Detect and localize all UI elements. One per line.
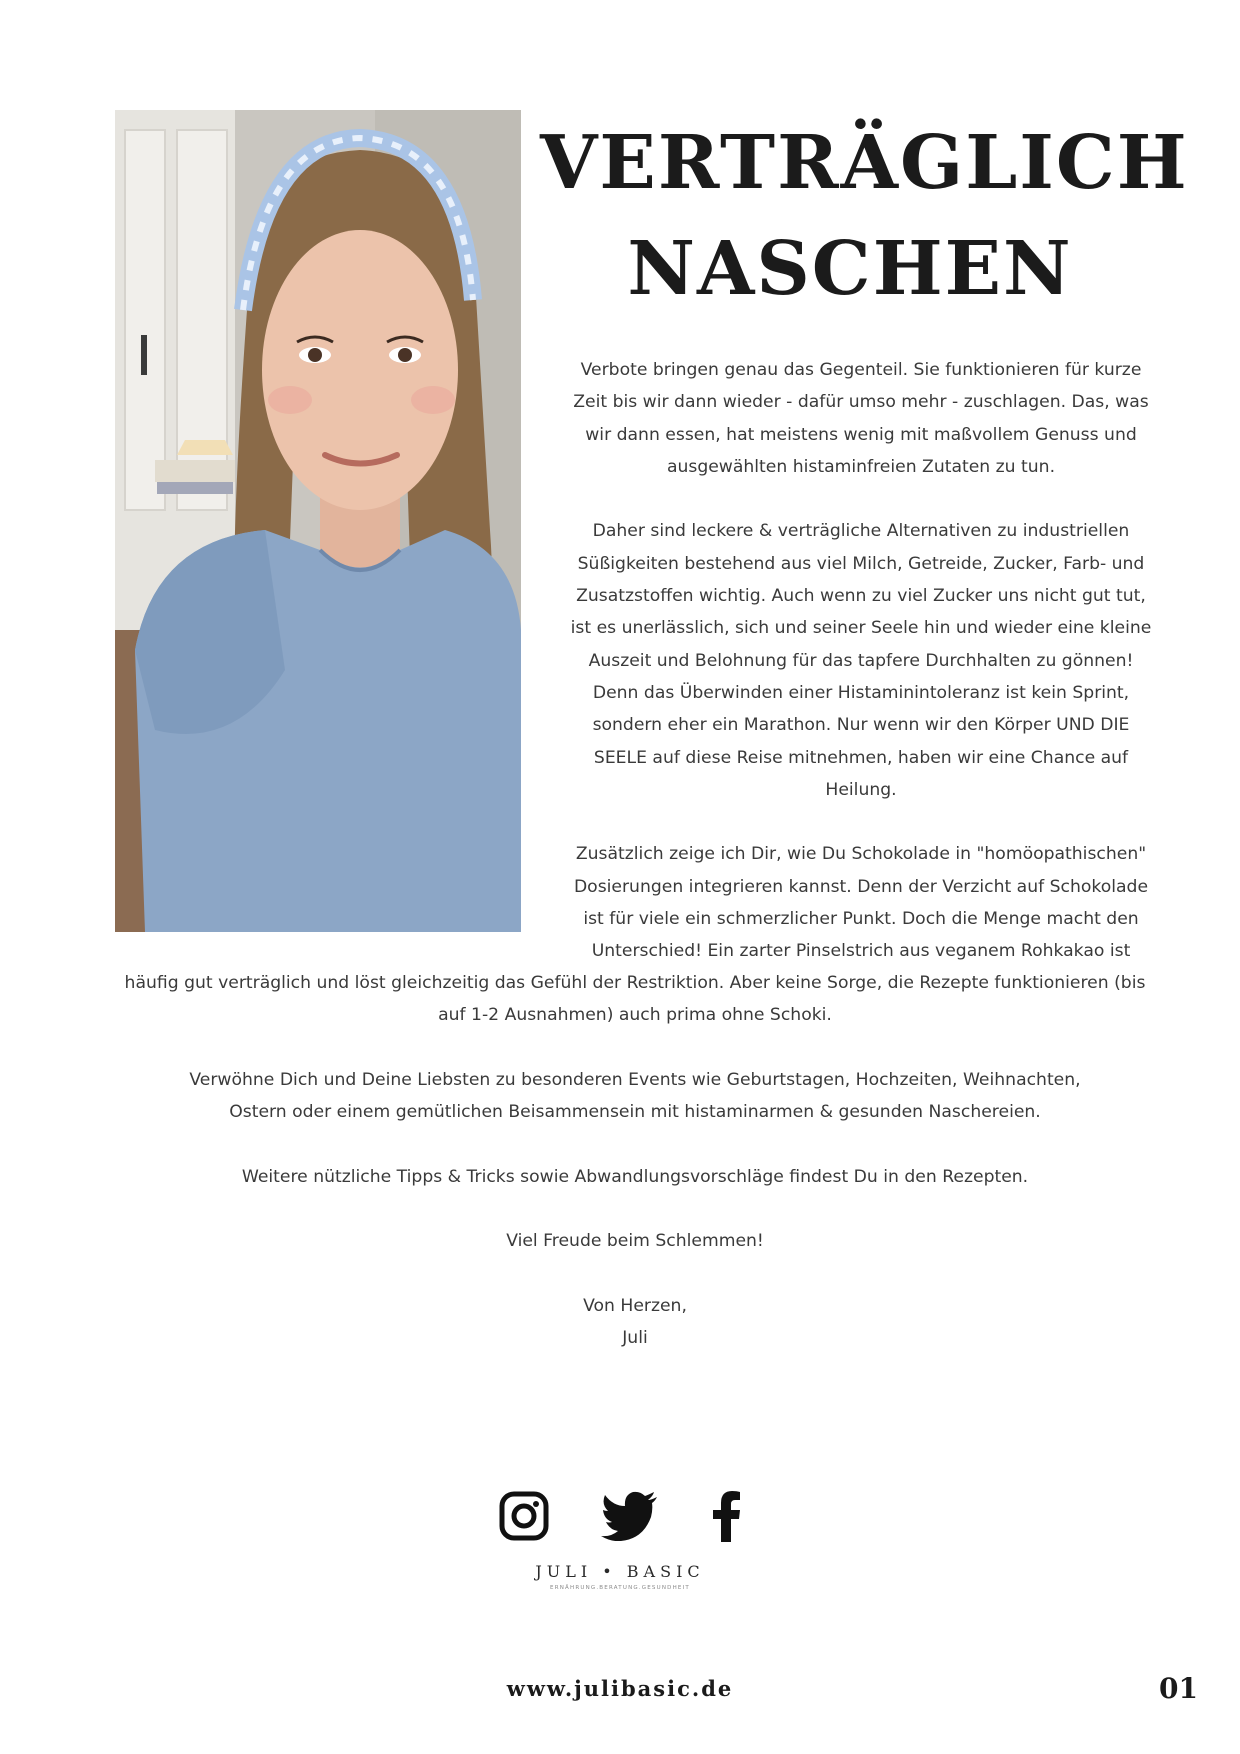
page-number: 01 [1159, 1672, 1198, 1705]
title-line-2: NASCHEN [627, 226, 1073, 312]
social-links [0, 1490, 1240, 1542]
paragraph: Verwöhne Dich und Deine Liebsten zu besonderen Events wie Geburtstagen, Hochzeiten, Weihnachten, Ostern oder einem gemütlichen Beisammensein mit histaminarmen & gesunden Naschereien. [189, 1069, 1081, 1123]
body-text [115, 967, 1155, 1387]
facebook-icon[interactable] [711, 1490, 741, 1542]
brand-tagline: ERNÄHRUNG.BERATUNG.GESUNDHEIT [550, 1585, 690, 1591]
brand-name: JULI • BASIC [535, 1562, 705, 1581]
paragraph: Zusätzlich zeige ich Dir, wie Du Schokolade in "homöopathischen" Dosierungen integrieren kannst. Denn der Verzicht auf Schokolade ist für viele ein schmerzlicher Punkt. Doch die Menge macht den Unterschied! Ein zarter Pinselstrich aus veganem Rohkakao ist [573, 844, 1149, 962]
paragraph: Weitere nützliche Tipps & Tricks sowie Abwandlungsvorschläge findest Du in den Rezepten. [241, 1166, 1029, 1187]
sign-off [115, 1290, 1155, 1355]
website-link[interactable]: www.julibasic.de [506, 1676, 734, 1701]
page-title [540, 110, 1189, 322]
paragraph: häufig gut verträglich und löst gleichzeitig das Gefühl der Restriktion. Aber keine Sorge, die Rezepte funktionieren (bis auf 1-2 Ausnahmen) auch prima ohne Schoki. [124, 973, 1146, 1026]
twitter-icon[interactable] [601, 1491, 659, 1541]
instagram-icon[interactable] [499, 1491, 549, 1541]
portrait-photo [115, 110, 521, 932]
intro-column [566, 354, 1156, 968]
paragraph: Viel Freude beim Schlemmen! [506, 1231, 764, 1252]
brand-logo [0, 1562, 1240, 1591]
paragraph: Daher sind leckere & verträgliche Alternativen zu industriellen Süßigkeiten bestehend aus viel Milch, Getreide, Zucker, Farb- und Zusatzstoffen wichtig. Auch wenn zu viel Zucker uns nicht gut tut, ist es unerlässlich, sich und seiner Seele hin und wieder eine kleine Auszeit und Belohnung für das tapfere Durchhalten zu gönnen! Denn das Überwinden einer Histaminintoleranz ist kein Sprint, sondern eher ein Marathon. Nur wenn wir den Körper UND DIE SEELE auf diese Reise mitnehmen, haben wir eine Chance auf Heilung. [570, 521, 1152, 800]
sign-off-name: Juli [622, 1328, 648, 1349]
sign-off-greeting: Von Herzen, [583, 1295, 687, 1316]
paragraph: Verbote bringen genau das Gegenteil. Sie funktionieren für kurze Zeit bis wir dann wieder - dafür umso mehr - zuschlagen. Das, was wir dann essen, hat meistens wenig mit maßvollem Genuss und ausgewählten histaminfreien Zutaten zu tun. [573, 360, 1149, 477]
title-line-1: VERTRÄGLICH [540, 120, 1189, 206]
